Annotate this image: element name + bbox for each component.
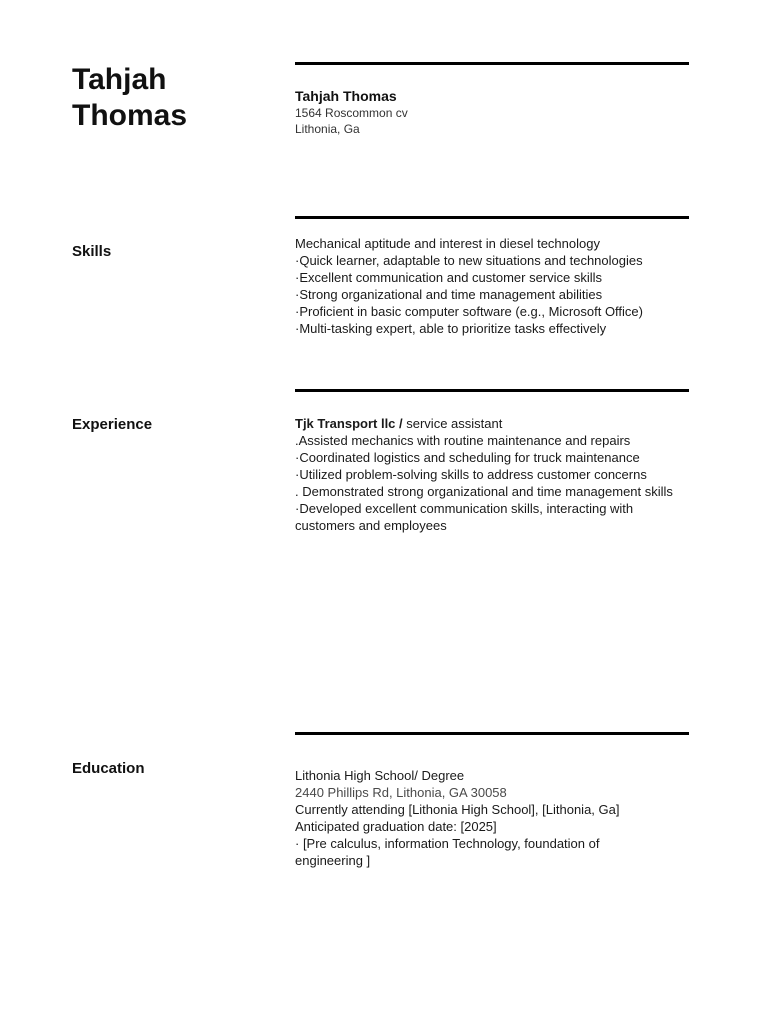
skills-item: ·Excellent communication and customer service skills xyxy=(295,270,603,285)
skills-item: ·Multi-tasking expert, able to prioritize tasks effectively xyxy=(295,321,607,336)
skills-item: ·Strong organizational and time management abilities xyxy=(295,287,603,302)
contact-address-line2: Lithonia, Ga xyxy=(295,122,360,136)
experience-title: Experience xyxy=(72,416,153,433)
contact-name: Tahjah Thomas xyxy=(295,88,397,104)
education-attending: Currently attending [Lithonia High School], [Lithonia, Ga] xyxy=(295,802,620,817)
experience-item: . Demonstrated strong organizational and time management skills xyxy=(295,484,673,499)
experience-job-line xyxy=(295,415,695,432)
name-last: Thomas xyxy=(72,99,188,132)
contact-block xyxy=(295,87,695,137)
experience-divider xyxy=(295,389,689,392)
education-divider xyxy=(295,732,689,735)
experience-list xyxy=(295,415,695,534)
resume-name-heading xyxy=(72,62,187,134)
skills-divider xyxy=(295,216,689,219)
education-block xyxy=(295,767,695,869)
skills-title: Skills xyxy=(72,243,112,260)
education-title: Education xyxy=(72,760,145,777)
skills-item: ·Quick learner, adaptable to new situations and technologies xyxy=(295,253,643,268)
experience-company: Tjk Transport llc / xyxy=(295,416,403,431)
name-first: Tahjah xyxy=(72,63,167,96)
experience-item: ·Coordinated logistics and scheduling for truck maintenance xyxy=(295,450,640,465)
education-courses: · [Pre calculus, information Technology, foundation of engineering ] xyxy=(295,836,600,868)
experience-item: ·Utilized problem-solving skills to address customer concerns xyxy=(295,467,647,482)
skills-item: Mechanical aptitude and interest in diesel technology xyxy=(295,236,600,251)
education-address: 2440 Phillips Rd, Lithonia, GA 30058 xyxy=(295,785,507,800)
skills-list xyxy=(295,235,695,337)
experience-item: .Assisted mechanics with routine maintenance and repairs xyxy=(295,433,631,448)
skills-item: ·Proficient in basic computer software (e.g., Microsoft Office) xyxy=(295,304,643,319)
education-school: Lithonia High School/ Degree xyxy=(295,768,465,783)
education-graduation: Anticipated graduation date: [2025] xyxy=(295,819,497,834)
contact-divider xyxy=(295,62,689,65)
experience-item: ·Developed excellent communication skills, interacting with customers and employees xyxy=(295,501,634,533)
experience-role: service assistant xyxy=(402,416,503,431)
contact-address-line1: 1564 Roscommon cv xyxy=(295,106,408,120)
